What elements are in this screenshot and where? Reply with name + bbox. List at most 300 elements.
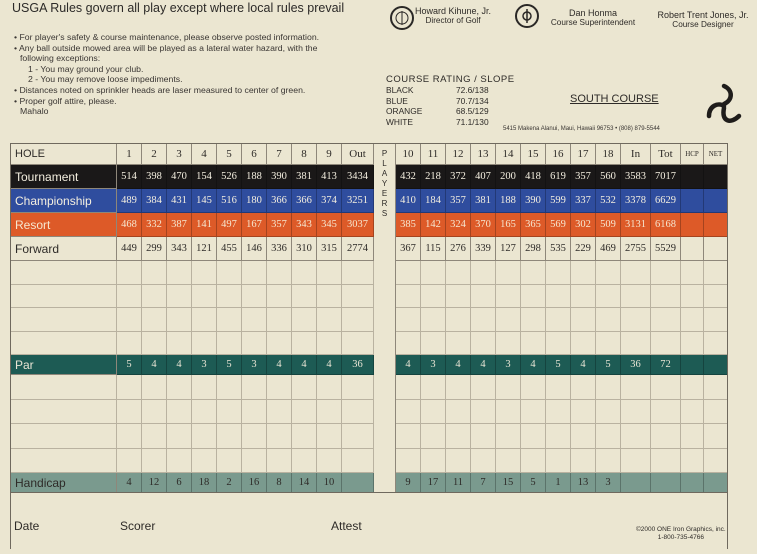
score-entry-cell[interactable]: [396, 400, 421, 425]
score-entry-cell[interactable]: [192, 424, 217, 449]
score-entry-cell[interactable]: [651, 375, 681, 400]
score-entry-cell[interactable]: [242, 424, 267, 449]
handicap-cell: [621, 473, 651, 493]
score-entry-cell[interactable]: [142, 332, 167, 356]
score-entry-cell[interactable]: [521, 285, 546, 309]
score-entry-cell[interactable]: [142, 449, 167, 474]
score-entry-cell[interactable]: [396, 449, 421, 474]
score-entry-cell[interactable]: [117, 308, 142, 332]
rating-row: [386, 106, 515, 117]
signatory-role: Director of Golf: [425, 16, 481, 25]
score-entry-cell[interactable]: [446, 375, 471, 400]
rules-title: USGA Rules govern all play except where local rules prevail: [12, 1, 345, 15]
signature-area: [10, 493, 728, 549]
handicap-cell: 12: [142, 473, 167, 493]
par-cell: 36: [342, 355, 374, 375]
score-entry-cell[interactable]: [342, 332, 374, 356]
score-entry-cell[interactable]: [571, 424, 596, 449]
score-entry-cell[interactable]: [421, 400, 446, 425]
score-entry-cell[interactable]: [521, 424, 546, 449]
score-entry-cell[interactable]: [651, 424, 681, 449]
rule-line: • For player's safety & course maintenance, please observe posted information.: [14, 32, 320, 42]
hole-number-header: 7: [267, 143, 292, 165]
score-entry-cell[interactable]: [446, 332, 471, 356]
tee-tournament-cell: 432: [396, 165, 421, 189]
players-letter: R: [381, 199, 388, 208]
players-letter: P: [381, 149, 388, 158]
tee-resort-cell: 141: [192, 213, 217, 237]
copyright-line: 1-800-735-4766: [657, 534, 704, 541]
tee-championship-cell: 489: [117, 189, 142, 213]
score-entry-cell[interactable]: [596, 285, 621, 309]
rule-line: Mahalo: [20, 106, 49, 117]
score-entry-cell[interactable]: [421, 261, 446, 285]
score-entry-cell[interactable]: [651, 308, 681, 332]
score-entry-cell[interactable]: [521, 449, 546, 474]
score-entry-cell[interactable]: [292, 332, 317, 356]
score-entry-cell[interactable]: [651, 400, 681, 425]
tee-championship-cell: 3378: [621, 189, 651, 213]
score-entry-cell[interactable]: [142, 285, 167, 309]
score-entry-cell[interactable]: [496, 285, 521, 309]
score-entry-cell[interactable]: [621, 424, 651, 449]
handicap-cell: 16: [242, 473, 267, 493]
par-cell: 4: [142, 355, 167, 375]
tee-tournament-cell: 3434: [342, 165, 374, 189]
score-entry-cell[interactable]: [142, 308, 167, 332]
score-entry-cell[interactable]: [267, 449, 292, 474]
score-entry-cell[interactable]: [342, 375, 374, 400]
score-entry-cell[interactable]: [704, 400, 728, 425]
players-column: [374, 143, 396, 493]
score-entry-cell[interactable]: [117, 375, 142, 400]
score-entry-cell[interactable]: [571, 285, 596, 309]
players-letter: E: [381, 189, 388, 198]
score-entry-cell[interactable]: [471, 285, 496, 309]
score-entry-cell[interactable]: [292, 285, 317, 309]
handicap-cell: [681, 473, 704, 493]
tee-championship-cell: 357: [446, 189, 471, 213]
score-entry-cell[interactable]: [10, 285, 117, 309]
score-entry-cell[interactable]: [396, 375, 421, 400]
players-letter: S: [381, 209, 388, 218]
score-entry-cell[interactable]: [192, 308, 217, 332]
score-entry-cell[interactable]: [192, 449, 217, 474]
score-entry-cell[interactable]: [596, 375, 621, 400]
score-entry-cell[interactable]: [446, 308, 471, 332]
score-entry-cell[interactable]: [217, 449, 242, 474]
rating-value: 72.6/138: [456, 85, 489, 95]
score-entry-cell[interactable]: [546, 449, 571, 474]
tee-forward-cell: 315: [317, 237, 342, 261]
score-entry-cell[interactable]: [621, 400, 651, 425]
tee-forward-cell: 5529: [651, 237, 681, 261]
tee-tournament-cell: 418: [521, 165, 546, 189]
tee-tournament-cell: 3583: [621, 165, 651, 189]
score-entry-cell[interactable]: [267, 400, 292, 425]
signatory-name: Dan Honma: [568, 8, 618, 18]
score-entry-cell[interactable]: [704, 308, 728, 332]
score-entry-cell[interactable]: [571, 449, 596, 474]
score-entry-cell[interactable]: [421, 332, 446, 356]
score-entry-cell[interactable]: [10, 424, 117, 449]
score-entry-cell[interactable]: [10, 400, 117, 425]
score-entry-cell[interactable]: [571, 332, 596, 356]
score-entry-cell[interactable]: [242, 261, 267, 285]
tee-forward-cell: 299: [142, 237, 167, 261]
score-entry-cell[interactable]: [496, 332, 521, 356]
score-entry-cell[interactable]: [142, 400, 167, 425]
score-entry-cell[interactable]: [167, 449, 192, 474]
score-entry-cell[interactable]: [446, 449, 471, 474]
score-entry-cell[interactable]: [471, 308, 496, 332]
score-entry-cell[interactable]: [242, 308, 267, 332]
tee-forward-cell: [681, 237, 704, 261]
copyright: [636, 526, 726, 542]
score-entry-cell[interactable]: [267, 424, 292, 449]
score-entry-cell[interactable]: [117, 424, 142, 449]
signatory-name: Robert Trent Jones, Jr.: [657, 10, 749, 20]
score-entry-cell[interactable]: [342, 285, 374, 309]
score-entry-cell[interactable]: [267, 285, 292, 309]
score-entry-cell[interactable]: [681, 400, 704, 425]
score-entry-cell[interactable]: [596, 449, 621, 474]
tee-resort-cell: 324: [446, 213, 471, 237]
hole-number-header: NET: [704, 143, 728, 165]
score-entry-cell[interactable]: [546, 375, 571, 400]
score-entry-cell[interactable]: [217, 400, 242, 425]
score-entry-cell[interactable]: [167, 332, 192, 356]
signatory-designer: [650, 10, 756, 30]
tee-championship-cell: 184: [421, 189, 446, 213]
tee-championship-cell: 188: [496, 189, 521, 213]
score-entry-cell[interactable]: [342, 424, 374, 449]
score-entry-cell[interactable]: [471, 332, 496, 356]
score-entry-cell[interactable]: [571, 400, 596, 425]
score-entry-cell[interactable]: [342, 400, 374, 425]
score-entry-cell[interactable]: [292, 449, 317, 474]
score-entry-cell[interactable]: [546, 332, 571, 356]
makena-logo-icon: [703, 82, 745, 130]
score-entry-cell[interactable]: [681, 375, 704, 400]
score-entry-cell[interactable]: [117, 449, 142, 474]
score-entry-cell[interactable]: [681, 285, 704, 309]
score-entry-cell[interactable]: [651, 449, 681, 474]
tee-championship-cell: 366: [267, 189, 292, 213]
score-entry-cell[interactable]: [142, 424, 167, 449]
score-entry-cell[interactable]: [342, 261, 374, 285]
score-entry-cell[interactable]: [496, 308, 521, 332]
score-entry-cell[interactable]: [317, 261, 342, 285]
tee-resort-cell: [704, 213, 728, 237]
score-entry-cell[interactable]: [596, 308, 621, 332]
score-entry-cell[interactable]: [521, 375, 546, 400]
score-entry-cell[interactable]: [292, 400, 317, 425]
score-entry-cell[interactable]: [217, 285, 242, 309]
score-entry-cell[interactable]: [292, 375, 317, 400]
score-entry-cell[interactable]: [704, 424, 728, 449]
score-entry-cell[interactable]: [10, 332, 117, 356]
score-entry-cell[interactable]: [471, 449, 496, 474]
tee-resort-cell: 468: [117, 213, 142, 237]
score-entry-cell[interactable]: [446, 400, 471, 425]
score-entry-cell[interactable]: [10, 308, 117, 332]
score-entry-cell[interactable]: [621, 375, 651, 400]
score-entry-cell[interactable]: [292, 424, 317, 449]
handicap-label: Handicap: [10, 473, 117, 493]
score-entry-cell[interactable]: [446, 424, 471, 449]
score-entry-cell[interactable]: [117, 332, 142, 356]
score-entry-cell[interactable]: [704, 375, 728, 400]
score-entry-cell[interactable]: [267, 308, 292, 332]
score-entry-cell[interactable]: [496, 449, 521, 474]
tee-tournament-label: Tournament: [10, 165, 117, 189]
score-entry-cell[interactable]: [546, 308, 571, 332]
score-entry-cell[interactable]: [471, 424, 496, 449]
tee-forward-cell: 298: [521, 237, 546, 261]
score-entry-cell[interactable]: [421, 308, 446, 332]
score-entry-cell[interactable]: [217, 424, 242, 449]
hole-header: HOLE: [10, 143, 117, 165]
tee-resort-cell: 357: [267, 213, 292, 237]
score-entry-cell[interactable]: [421, 424, 446, 449]
rule-line: • Any ball outside mowed area will be played as a lateral water hazard, with the: [14, 42, 318, 53]
score-entry-cell[interactable]: [192, 375, 217, 400]
score-entry-cell[interactable]: [192, 332, 217, 356]
tee-resort-cell: 142: [421, 213, 446, 237]
score-entry-cell[interactable]: [621, 285, 651, 309]
score-entry-cell[interactable]: [681, 449, 704, 474]
score-entry-cell[interactable]: [117, 261, 142, 285]
tee-resort-cell: 6168: [651, 213, 681, 237]
score-entry-cell[interactable]: [621, 332, 651, 356]
score-entry-cell[interactable]: [704, 332, 728, 356]
par-cell: 3: [242, 355, 267, 375]
score-entry-cell[interactable]: [292, 261, 317, 285]
score-entry-cell[interactable]: [496, 375, 521, 400]
hole-number-header: 14: [496, 143, 521, 165]
score-entry-cell[interactable]: [142, 375, 167, 400]
tee-resort-cell: 345: [317, 213, 342, 237]
tee-forward-cell: 455: [217, 237, 242, 261]
score-entry-cell[interactable]: [217, 308, 242, 332]
tee-tournament-cell: 200: [496, 165, 521, 189]
score-entry-cell[interactable]: [681, 332, 704, 356]
tee-tournament-cell: [704, 165, 728, 189]
score-entry-cell[interactable]: [317, 308, 342, 332]
handicap-cell: 11: [446, 473, 471, 493]
score-entry-cell[interactable]: [242, 332, 267, 356]
score-entry-cell[interactable]: [596, 261, 621, 285]
tee-championship-cell: 6629: [651, 189, 681, 213]
score-entry-cell[interactable]: [521, 261, 546, 285]
score-entry-cell[interactable]: [267, 332, 292, 356]
par-cell: 4: [267, 355, 292, 375]
score-entry-cell[interactable]: [317, 424, 342, 449]
score-entry-cell[interactable]: [117, 285, 142, 309]
score-entry-cell[interactable]: [421, 375, 446, 400]
score-entry-cell[interactable]: [292, 308, 317, 332]
score-entry-cell[interactable]: [521, 332, 546, 356]
score-entry-cell[interactable]: [681, 424, 704, 449]
rating-tee: BLUE: [386, 95, 408, 106]
score-entry-cell[interactable]: [396, 424, 421, 449]
score-entry-cell[interactable]: [471, 375, 496, 400]
score-entry-cell[interactable]: [704, 261, 728, 285]
par-cell: 5: [596, 355, 621, 375]
tee-tournament-cell: 398: [142, 165, 167, 189]
par-cell: 4: [396, 355, 421, 375]
score-entry-cell[interactable]: [621, 308, 651, 332]
score-entry-cell[interactable]: [117, 400, 142, 425]
score-entry-cell[interactable]: [242, 449, 267, 474]
score-entry-cell[interactable]: [496, 261, 521, 285]
tee-championship-cell: [681, 189, 704, 213]
score-entry-cell[interactable]: [546, 424, 571, 449]
par-cell: 4: [521, 355, 546, 375]
rating-tee: BLACK: [386, 85, 414, 95]
rating-tee: ORANGE: [386, 106, 423, 116]
score-entry-cell[interactable]: [596, 424, 621, 449]
score-entry-cell[interactable]: [596, 332, 621, 356]
score-entry-cell[interactable]: [317, 285, 342, 309]
hole-number-header: 5: [217, 143, 242, 165]
score-entry-cell[interactable]: [571, 261, 596, 285]
score-entry-cell[interactable]: [317, 332, 342, 356]
score-entry-cell[interactable]: [10, 449, 117, 474]
score-entry-cell[interactable]: [596, 400, 621, 425]
course-address: 5415 Makena Alanui, Maui, Hawaii 96753 • (808) 879-5544: [503, 126, 660, 132]
score-entry-cell[interactable]: [681, 308, 704, 332]
course-name: SOUTH COURSE: [570, 93, 659, 105]
hole-number-header: 3: [167, 143, 192, 165]
score-entry-cell[interactable]: [396, 308, 421, 332]
hole-number-header: Out: [342, 143, 374, 165]
score-entry-cell[interactable]: [167, 285, 192, 309]
score-entry-cell[interactable]: [571, 308, 596, 332]
tee-resort-cell: 165: [496, 213, 521, 237]
score-entry-cell[interactable]: [621, 261, 651, 285]
tee-resort-cell: 569: [546, 213, 571, 237]
score-entry-cell[interactable]: [396, 332, 421, 356]
handicap-cell: 9: [396, 473, 421, 493]
score-entry-cell[interactable]: [421, 285, 446, 309]
score-entry-cell[interactable]: [317, 449, 342, 474]
score-entry-cell[interactable]: [167, 400, 192, 425]
score-entry-cell[interactable]: [446, 285, 471, 309]
score-entry-cell[interactable]: [242, 400, 267, 425]
tee-tournament-cell: 560: [596, 165, 621, 189]
score-entry-cell[interactable]: [167, 375, 192, 400]
score-entry-cell[interactable]: [342, 308, 374, 332]
gcsaa-logo-icon: [515, 4, 539, 28]
tee-tournament-cell: 390: [267, 165, 292, 189]
tee-championship-cell: 599: [546, 189, 571, 213]
score-entry-cell[interactable]: [217, 375, 242, 400]
score-entry-cell[interactable]: [192, 400, 217, 425]
score-entry-cell[interactable]: [317, 375, 342, 400]
score-entry-cell[interactable]: [10, 375, 117, 400]
handicap-cell: 2: [217, 473, 242, 493]
hole-number-header: 16: [546, 143, 571, 165]
tee-resort-label: Resort: [10, 213, 117, 237]
rating-row: [386, 117, 515, 128]
tee-championship-cell: 390: [521, 189, 546, 213]
score-entry-cell[interactable]: [496, 400, 521, 425]
score-entry-cell[interactable]: [192, 285, 217, 309]
score-entry-cell[interactable]: [242, 375, 267, 400]
score-entry-cell[interactable]: [342, 449, 374, 474]
score-entry-cell[interactable]: [217, 261, 242, 285]
score-entry-cell[interactable]: [267, 261, 292, 285]
hole-number-header: 11: [421, 143, 446, 165]
hole-number-header: 1: [117, 143, 142, 165]
score-entry-cell[interactable]: [421, 449, 446, 474]
score-entry-cell[interactable]: [496, 424, 521, 449]
score-entry-cell[interactable]: [621, 449, 651, 474]
score-entry-cell[interactable]: [651, 285, 681, 309]
score-entry-cell[interactable]: [521, 308, 546, 332]
tee-championship-cell: 431: [167, 189, 192, 213]
rating-tee: WHITE: [386, 116, 413, 127]
score-entry-cell[interactable]: [651, 261, 681, 285]
par-cell: 4: [292, 355, 317, 375]
score-entry-cell[interactable]: [192, 261, 217, 285]
handicap-cell: 5: [521, 473, 546, 493]
score-entry-cell[interactable]: [396, 261, 421, 285]
tee-championship-cell: 366: [292, 189, 317, 213]
par-cell: 5: [117, 355, 142, 375]
score-entry-cell[interactable]: [142, 261, 167, 285]
par-cell: 72: [651, 355, 681, 375]
score-entry-cell[interactable]: [317, 400, 342, 425]
par-cell: 36: [621, 355, 651, 375]
score-entry-cell[interactable]: [546, 400, 571, 425]
score-entry-cell[interactable]: [167, 308, 192, 332]
tee-tournament-cell: 218: [421, 165, 446, 189]
hole-number-header: 17: [571, 143, 596, 165]
tee-forward-label: Forward: [10, 237, 117, 261]
score-entry-cell[interactable]: [704, 449, 728, 474]
tee-tournament-cell: 413: [317, 165, 342, 189]
score-entry-cell[interactable]: [167, 424, 192, 449]
tee-forward-cell: 367: [396, 237, 421, 261]
signatory-director: [408, 6, 498, 26]
rating-value: 71.1/130: [456, 116, 489, 127]
score-entry-cell[interactable]: [167, 261, 192, 285]
tee-forward-cell: 2774: [342, 237, 374, 261]
score-entry-cell[interactable]: [704, 285, 728, 309]
score-entry-cell[interactable]: [571, 375, 596, 400]
score-entry-cell[interactable]: [471, 261, 496, 285]
score-entry-cell[interactable]: [651, 332, 681, 356]
score-entry-cell[interactable]: [396, 285, 421, 309]
score-entry-cell[interactable]: [217, 332, 242, 356]
score-entry-cell[interactable]: [681, 261, 704, 285]
score-entry-cell[interactable]: [267, 375, 292, 400]
tee-resort-cell: 387: [167, 213, 192, 237]
rule-line: following exceptions:: [20, 53, 101, 64]
score-entry-cell[interactable]: [471, 400, 496, 425]
score-entry-cell[interactable]: [242, 285, 267, 309]
tee-tournament-cell: 154: [192, 165, 217, 189]
score-entry-cell[interactable]: [546, 285, 571, 309]
score-entry-cell[interactable]: [446, 261, 471, 285]
tee-championship-cell: 410: [396, 189, 421, 213]
score-entry-cell[interactable]: [10, 261, 117, 285]
score-entry-cell[interactable]: [521, 400, 546, 425]
score-entry-cell[interactable]: [546, 261, 571, 285]
